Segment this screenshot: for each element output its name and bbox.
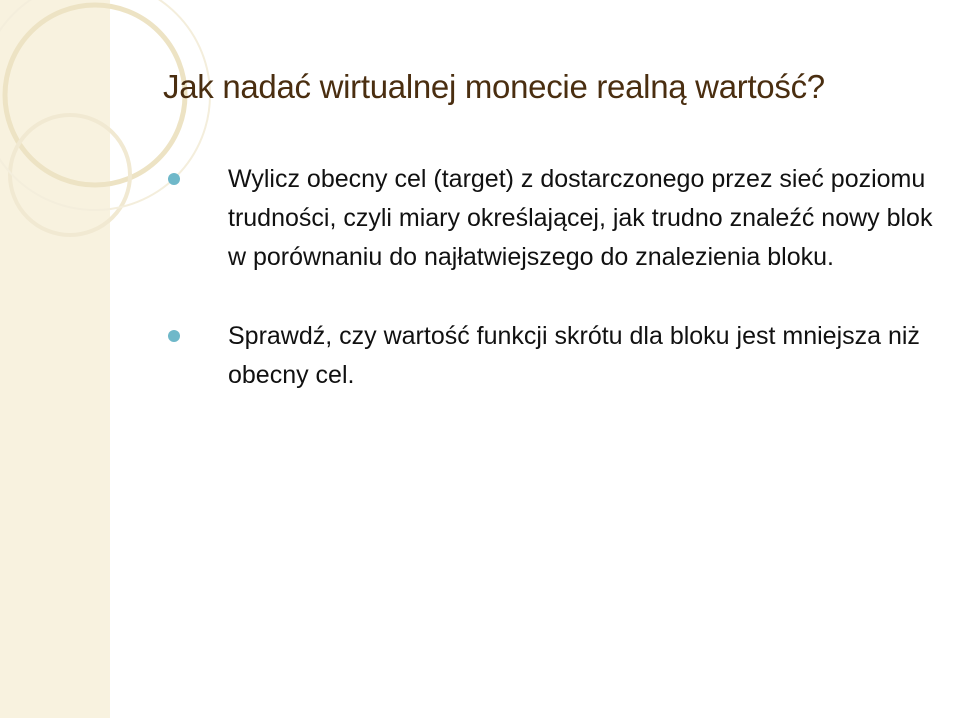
bullet-list bbox=[168, 160, 938, 395]
slide-title: Jak nadać wirtualnej monecie realną wartość? bbox=[163, 68, 825, 105]
bullet-dot-icon bbox=[168, 330, 180, 342]
list-item bbox=[168, 160, 938, 277]
bullet-text: Sprawdź, czy wartość funkcji skrótu dla bloku jest mniejsza niż obecny cel. bbox=[228, 322, 920, 389]
bullet-text: Wylicz obecny cel (target) z dostarczonego przez sieć poziomu trudności, czyli miary określającej, jak trudno znaleźć nowy blok w porównaniu do najłatwiejszego do znalezienia bloku. bbox=[228, 165, 933, 271]
bullet-dot-icon bbox=[168, 173, 180, 185]
list-item bbox=[168, 317, 938, 395]
